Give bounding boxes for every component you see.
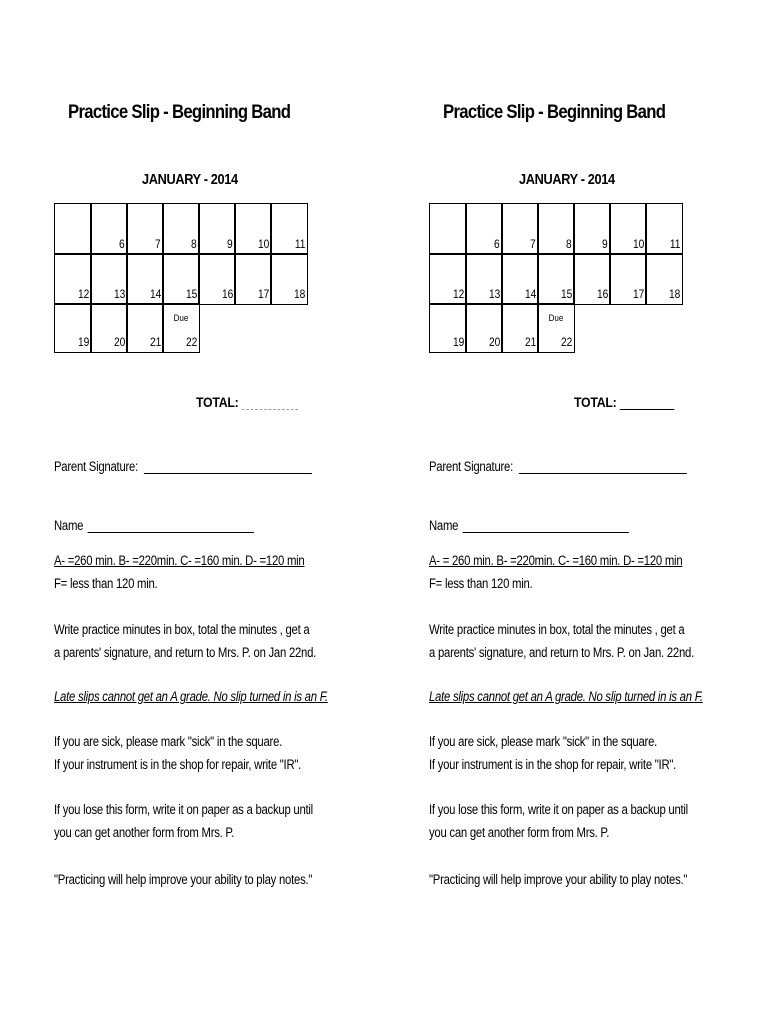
calendar-cell[interactable] [537,203,575,255]
day-number: 15 [560,287,572,301]
day-number: 9 [602,237,608,251]
total-input-line[interactable] [620,397,675,410]
due-label: Due [173,313,189,324]
lost-form-line1: If you lose this form, write it on paper as a backup until [54,802,313,817]
day-number: 9 [227,237,233,251]
calendar-cell[interactable] [645,203,683,255]
name-line[interactable] [463,522,629,533]
grade-scale-line1: A- =260 min. B- =220min. C- =160 min. D- =120 min [54,553,305,568]
sick-note-line2: If your instrument is in the shop for repair, write "IR". [429,757,677,772]
slip-title: Practice Slip - Beginning Band [443,102,666,123]
calendar-cell-due[interactable] [537,303,575,353]
day-number: 6 [494,237,500,251]
day-number: 7 [155,237,161,251]
day-number: 17 [632,287,644,301]
day-number: 12 [452,287,464,301]
practice-quote: "Practicing will help improve your ability to play notes." [429,872,688,887]
calendar-cell[interactable] [54,253,92,305]
calendar-cell-blank[interactable] [429,203,467,255]
day-number: 14 [524,287,536,301]
calendar-cell[interactable] [429,253,467,305]
calendar-cell[interactable] [645,253,683,305]
practice-slip-right [429,0,769,1024]
day-number: 19 [452,335,464,349]
day-number: 13 [113,287,125,301]
instructions-line2: a parents' signature, and return to Mrs. P. on Jan 22nd. [54,645,317,660]
day-number: 21 [524,335,536,349]
calendar-cell[interactable] [465,253,503,305]
due-label: Due [548,313,564,324]
day-number: 8 [191,237,197,251]
calendar-cell[interactable] [573,203,611,255]
calendar-cell-due[interactable] [162,303,200,353]
parent-signature-line[interactable] [519,463,687,474]
late-slip-note: Late slips cannot get an A grade. No slip turned in is an F. [54,689,328,704]
calendar-cell[interactable] [90,303,128,353]
calendar-cell[interactable] [126,303,164,353]
day-number: 12 [77,287,89,301]
calendar-cell[interactable] [609,203,647,255]
name-field [429,518,629,533]
calendar-cell[interactable] [501,303,539,353]
day-number: 11 [294,237,305,251]
day-number: 22 [185,335,197,349]
day-number: 18 [668,287,680,301]
practice-quote: "Practicing will help improve your ability to play notes." [54,872,313,887]
calendar-cell[interactable] [501,203,539,255]
day-number: 15 [185,287,197,301]
grade-scale-line2: F= less than 120 min. [54,576,158,591]
day-number: 6 [119,237,125,251]
calendar-cell[interactable] [465,303,503,353]
day-number: 13 [488,287,500,301]
slip-title: Practice Slip - Beginning Band [68,102,291,123]
calendar-cell[interactable] [90,253,128,305]
parent-signature-label: Parent Signature: [54,459,138,474]
practice-calendar [54,203,306,353]
calendar-cell[interactable] [501,253,539,305]
parent-signature-field [429,459,687,474]
day-number: 17 [257,287,269,301]
day-number: 18 [293,287,305,301]
sick-note-line2: If your instrument is in the shop for repair, write "IR". [54,757,302,772]
calendar-cell[interactable] [162,253,200,305]
name-label: Name [54,518,84,533]
calendar-cell[interactable] [429,303,467,353]
calendar-cell[interactable] [126,253,164,305]
grade-scale-line2: F= less than 120 min. [429,576,533,591]
lost-form-line1: If you lose this form, write it on paper as a backup until [429,802,688,817]
calendar-cell[interactable] [537,253,575,305]
calendar-cell[interactable] [270,203,308,255]
day-number: 11 [669,237,680,251]
grade-scale-line1: A- = 260 min. B- =220min. C- =160 min. D- =120 min [429,553,683,568]
calendar-cell[interactable] [465,203,503,255]
total-field [574,394,675,410]
calendar-cell[interactable] [126,203,164,255]
calendar-cell[interactable] [234,253,272,305]
day-number: 20 [113,335,125,349]
sick-note-line1: If you are sick, please mark "sick" in the square. [54,734,283,749]
total-input-line[interactable] [242,397,298,410]
calendar-cell[interactable] [609,253,647,305]
calendar-cell[interactable] [198,203,236,255]
day-number: 22 [560,335,572,349]
name-line[interactable] [88,522,254,533]
day-number: 7 [530,237,536,251]
calendar-cell[interactable] [198,253,236,305]
day-number: 8 [566,237,572,251]
day-number: 16 [596,287,608,301]
parent-signature-line[interactable] [144,463,312,474]
parent-signature-field [54,459,312,474]
day-number: 20 [488,335,500,349]
calendar-cell[interactable] [573,253,611,305]
day-number: 14 [149,287,161,301]
practice-calendar [429,203,681,353]
instructions-line2: a parents' signature, and return to Mrs. P. on Jan. 22nd. [429,645,694,660]
calendar-cell-blank[interactable] [54,203,92,255]
calendar-cell[interactable] [270,253,308,305]
name-field [54,518,254,533]
calendar-cell[interactable] [54,303,92,353]
day-number: 16 [221,287,233,301]
day-number: 19 [77,335,89,349]
total-label: TOTAL: [196,394,239,410]
parent-signature-label: Parent Signature: [429,459,513,474]
slip-month: JANUARY - 2014 [142,172,238,188]
slip-month: JANUARY - 2014 [519,172,615,188]
instructions-line1: Write practice minutes in box, total the minutes , get a [429,622,685,637]
total-field [196,394,298,410]
name-label: Name [429,518,459,533]
sick-note-line1: If you are sick, please mark "sick" in the square. [429,734,658,749]
day-number: 10 [257,237,269,251]
calendar-cell[interactable] [234,203,272,255]
lost-form-line2: you can get another form from Mrs. P. [54,825,235,840]
instructions-line1: Write practice minutes in box, total the minutes , get a [54,622,310,637]
practice-slip-left [54,0,394,1024]
late-slip-note: Late slips cannot get an A grade. No slip turned in is an F. [429,689,703,704]
day-number: 10 [632,237,644,251]
calendar-cell[interactable] [90,203,128,255]
calendar-cell[interactable] [162,203,200,255]
day-number: 21 [149,335,161,349]
lost-form-line2: you can get another form from Mrs. P. [429,825,610,840]
total-label: TOTAL: [574,394,617,410]
